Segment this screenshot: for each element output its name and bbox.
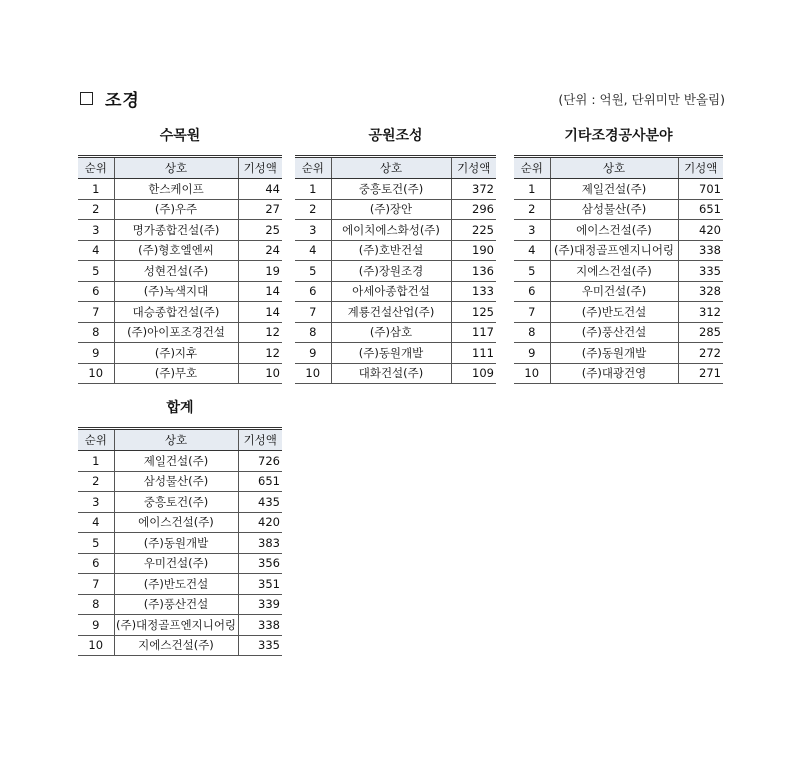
company-cell: (주)형호엘엔씨 <box>114 240 238 261</box>
amount-cell: 10 <box>238 363 282 384</box>
amount-cell: 335 <box>238 635 282 656</box>
amount-cell: 117 <box>451 322 496 343</box>
amount-cell: 338 <box>238 615 282 636</box>
company-cell: (주)장안 <box>331 199 451 220</box>
rank-cell: 7 <box>78 574 114 595</box>
table-row <box>78 220 282 241</box>
table-row <box>78 471 282 492</box>
company-cell: (주)대정골프엔지니어링 <box>550 240 678 261</box>
company-cell: 우미건설(주) <box>550 281 678 302</box>
table-row <box>78 594 282 615</box>
rank-cell: 4 <box>295 240 331 261</box>
rank-cell: 6 <box>514 281 550 302</box>
amount-cell: 136 <box>451 261 496 282</box>
amount-cell: 651 <box>678 199 723 220</box>
page-title: 조경 <box>105 91 140 111</box>
rank-cell: 2 <box>295 199 331 220</box>
amount-cell: 372 <box>451 179 496 200</box>
rank-cell: 2 <box>78 471 114 492</box>
company-cell: 에이스건설(주) <box>550 220 678 241</box>
amount-cell: 12 <box>238 343 282 364</box>
amount-cell: 125 <box>451 302 496 323</box>
table-row <box>514 363 723 384</box>
amount-cell: 109 <box>451 363 496 384</box>
amount-cell: 383 <box>238 533 282 554</box>
table-row <box>295 281 496 302</box>
rank-cell: 10 <box>78 363 114 384</box>
amount-cell: 14 <box>238 281 282 302</box>
rank-cell: 5 <box>78 533 114 554</box>
table-row <box>514 240 723 261</box>
table-row <box>78 199 282 220</box>
amount-cell: 24 <box>238 240 282 261</box>
amount-cell: 338 <box>678 240 723 261</box>
section-title: 수목원 <box>159 128 201 144</box>
rank-cell: 4 <box>78 240 114 261</box>
table-header-row <box>514 157 723 179</box>
amount-cell: 651 <box>238 471 282 492</box>
company-cell: (주)동원개발 <box>550 343 678 364</box>
table-row <box>514 343 723 364</box>
amount-cell: 339 <box>238 594 282 615</box>
table-row <box>295 322 496 343</box>
rank-cell: 3 <box>78 492 114 513</box>
col-header-company: 상호 <box>114 157 238 179</box>
rank-cell: 6 <box>295 281 331 302</box>
rank-cell: 9 <box>78 615 114 636</box>
table-header-row <box>78 429 282 451</box>
col-header-amount: 기성액 <box>678 157 723 179</box>
amount-cell: 272 <box>678 343 723 364</box>
rank-cell: 1 <box>514 179 550 200</box>
table-row <box>514 220 723 241</box>
amount-cell: 225 <box>451 220 496 241</box>
company-cell: 삼성물산(주) <box>550 199 678 220</box>
rank-cell: 10 <box>295 363 331 384</box>
col-header-rank: 순위 <box>295 157 331 179</box>
company-cell: (주)풍산건설 <box>550 322 678 343</box>
section-other-landscaping <box>514 126 723 384</box>
rank-cell: 9 <box>514 343 550 364</box>
ranking-table <box>295 155 496 384</box>
company-cell: (주)우주 <box>114 199 238 220</box>
company-cell: (주)동원개발 <box>331 343 451 364</box>
amount-cell: 335 <box>678 261 723 282</box>
table-row <box>78 533 282 554</box>
table-row <box>295 199 496 220</box>
amount-cell: 44 <box>238 179 282 200</box>
col-header-rank: 순위 <box>78 429 114 451</box>
table-row <box>78 343 282 364</box>
table-row <box>78 615 282 636</box>
company-cell: (주)대정골프엔지니어링 <box>114 615 238 636</box>
amount-cell: 27 <box>238 199 282 220</box>
company-cell: 명가종합건설(주) <box>114 220 238 241</box>
amount-cell: 190 <box>451 240 496 261</box>
section-arboretum <box>78 126 282 384</box>
table-row <box>514 302 723 323</box>
rank-cell: 3 <box>514 220 550 241</box>
rank-cell: 8 <box>78 594 114 615</box>
table-row <box>78 635 282 656</box>
rank-cell: 5 <box>514 261 550 282</box>
table-row <box>78 240 282 261</box>
rank-cell: 3 <box>295 220 331 241</box>
col-header-rank: 순위 <box>514 157 550 179</box>
company-cell: (주)대광건영 <box>550 363 678 384</box>
amount-cell: 19 <box>238 261 282 282</box>
amount-cell: 133 <box>451 281 496 302</box>
company-cell: 우미건설(주) <box>114 553 238 574</box>
table-row <box>78 363 282 384</box>
company-cell: 에이스건설(주) <box>114 512 238 533</box>
table-row <box>78 451 282 472</box>
table-row <box>514 281 723 302</box>
company-cell: 에이치에스화성(주) <box>331 220 451 241</box>
company-cell: 제일건설(주) <box>114 451 238 472</box>
company-cell: 계룡건설산업(주) <box>331 302 451 323</box>
ranking-table <box>78 155 282 384</box>
rank-cell: 6 <box>78 281 114 302</box>
company-cell: (주)아이포조경건설 <box>114 322 238 343</box>
table-row <box>78 492 282 513</box>
amount-cell: 25 <box>238 220 282 241</box>
amount-cell: 312 <box>678 302 723 323</box>
company-cell: 중흥토건(주) <box>331 179 451 200</box>
company-cell: (주)반도건설 <box>114 574 238 595</box>
rank-cell: 5 <box>78 261 114 282</box>
unit-note: (단위 : 억원, 단위미만 반올림) <box>558 92 725 107</box>
ranking-table <box>514 155 723 384</box>
rank-cell: 2 <box>78 199 114 220</box>
section-title: 기타조경공사분야 <box>564 128 673 144</box>
col-header-amount: 기성액 <box>238 429 282 451</box>
amount-cell: 328 <box>678 281 723 302</box>
rank-cell: 8 <box>295 322 331 343</box>
report-header <box>80 86 725 112</box>
company-cell: (주)장원조경 <box>331 261 451 282</box>
rank-cell: 6 <box>78 553 114 574</box>
col-header-company: 상호 <box>331 157 451 179</box>
rank-cell: 7 <box>78 302 114 323</box>
table-row <box>295 261 496 282</box>
rank-cell: 10 <box>514 363 550 384</box>
company-cell: 아세아종합건설 <box>331 281 451 302</box>
table-header-row <box>295 157 496 179</box>
table-row <box>78 302 282 323</box>
amount-cell: 285 <box>678 322 723 343</box>
table-row <box>514 199 723 220</box>
amount-cell: 420 <box>238 512 282 533</box>
section-total <box>78 398 282 656</box>
company-cell: (주)반도건설 <box>550 302 678 323</box>
col-header-company: 상호 <box>550 157 678 179</box>
title-group <box>80 86 140 111</box>
rank-cell: 2 <box>514 199 550 220</box>
table-row <box>78 322 282 343</box>
company-cell: (주)무호 <box>114 363 238 384</box>
table-row <box>78 179 282 200</box>
company-cell: 중흥토건(주) <box>114 492 238 513</box>
company-cell: 지에스건설(주) <box>550 261 678 282</box>
rank-cell: 1 <box>78 451 114 472</box>
table-row <box>514 179 723 200</box>
company-cell: 성현건설(주) <box>114 261 238 282</box>
rank-cell: 10 <box>78 635 114 656</box>
amount-cell: 356 <box>238 553 282 574</box>
table-row <box>295 343 496 364</box>
company-cell: 대화건설(주) <box>331 363 451 384</box>
company-cell: (주)녹색지대 <box>114 281 238 302</box>
company-cell: 대승종합건설(주) <box>114 302 238 323</box>
col-header-company: 상호 <box>114 429 238 451</box>
table-row <box>295 302 496 323</box>
rank-cell: 7 <box>514 302 550 323</box>
rank-cell: 1 <box>78 179 114 200</box>
col-header-rank: 순위 <box>78 157 114 179</box>
amount-cell: 271 <box>678 363 723 384</box>
company-cell: (주)삼호 <box>331 322 451 343</box>
amount-cell: 12 <box>238 322 282 343</box>
amount-cell: 351 <box>238 574 282 595</box>
company-cell: 한스케이프 <box>114 179 238 200</box>
table-row <box>295 179 496 200</box>
table-row <box>295 220 496 241</box>
rank-cell: 5 <box>295 261 331 282</box>
table-row <box>514 261 723 282</box>
amount-cell: 435 <box>238 492 282 513</box>
rank-cell: 4 <box>514 240 550 261</box>
amount-cell: 296 <box>451 199 496 220</box>
rank-cell: 8 <box>514 322 550 343</box>
col-header-amount: 기성액 <box>451 157 496 179</box>
rank-cell: 4 <box>78 512 114 533</box>
rank-cell: 3 <box>78 220 114 241</box>
rank-cell: 9 <box>78 343 114 364</box>
rank-cell: 8 <box>78 322 114 343</box>
table-row <box>78 261 282 282</box>
company-cell: (주)동원개발 <box>114 533 238 554</box>
section-title: 공원조성 <box>368 128 423 144</box>
amount-cell: 726 <box>238 451 282 472</box>
rank-cell: 1 <box>295 179 331 200</box>
company-cell: 제일건설(주) <box>550 179 678 200</box>
ranking-table <box>78 427 282 656</box>
col-header-amount: 기성액 <box>238 157 282 179</box>
table-row <box>78 574 282 595</box>
company-cell: (주)풍산건설 <box>114 594 238 615</box>
amount-cell: 420 <box>678 220 723 241</box>
section-title: 합계 <box>166 400 194 416</box>
table-row <box>295 240 496 261</box>
amount-cell: 111 <box>451 343 496 364</box>
checkbox-square-icon <box>80 92 93 105</box>
table-row <box>295 363 496 384</box>
section-park-construction <box>295 126 496 384</box>
rank-cell: 7 <box>295 302 331 323</box>
table-row <box>78 281 282 302</box>
amount-cell: 701 <box>678 179 723 200</box>
table-header-row <box>78 157 282 179</box>
company-cell: 삼성물산(주) <box>114 471 238 492</box>
company-cell: (주)지후 <box>114 343 238 364</box>
table-row <box>78 553 282 574</box>
rank-cell: 9 <box>295 343 331 364</box>
amount-cell: 14 <box>238 302 282 323</box>
company-cell: 지에스건설(주) <box>114 635 238 656</box>
company-cell: (주)호반건설 <box>331 240 451 261</box>
table-row <box>514 322 723 343</box>
table-row <box>78 512 282 533</box>
